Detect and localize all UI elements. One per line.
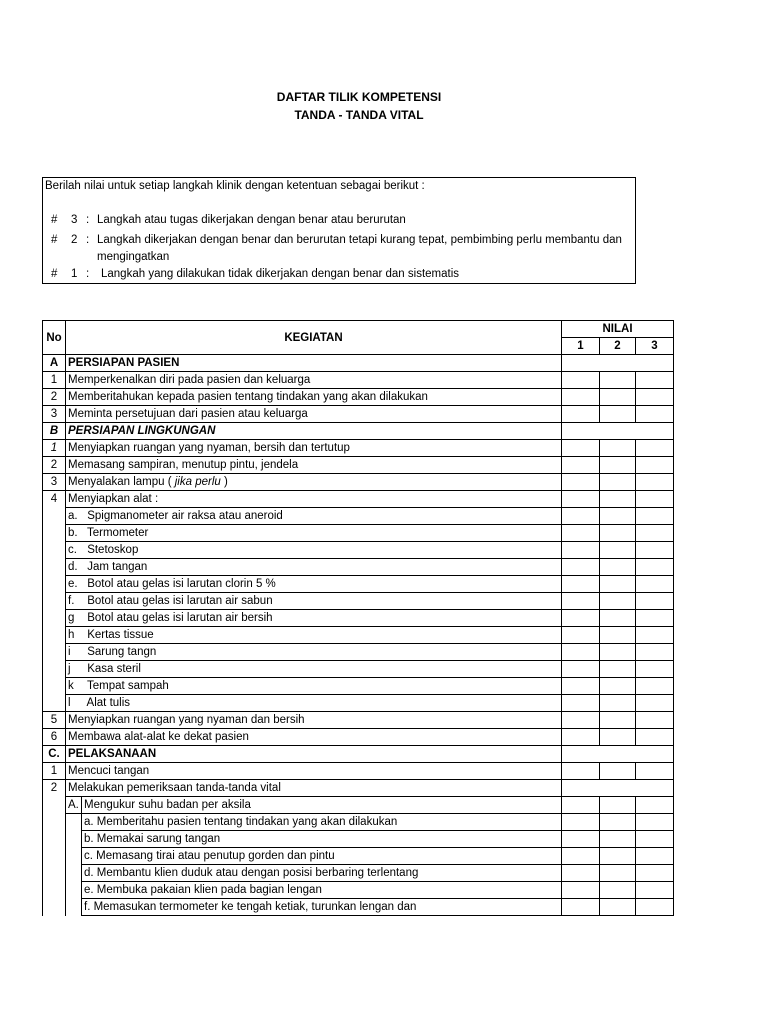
table-row [43, 814, 674, 831]
row-sub-label: f. [68, 595, 75, 607]
score-cell-3 [636, 372, 674, 389]
row-activity: Mencuci tangan [66, 763, 562, 780]
score-cell-1 [562, 406, 600, 423]
score-cell-2 [600, 695, 636, 712]
table-row [43, 865, 674, 882]
score-cell-1 [562, 865, 600, 882]
score-cell-3 [636, 644, 674, 661]
table-row [43, 474, 674, 491]
row-sub-label: e. [68, 578, 78, 590]
score-cell-3 [636, 627, 674, 644]
score-cell-1 [562, 372, 600, 389]
row-number: 1 [43, 372, 66, 389]
score-cell-2 [600, 389, 636, 406]
score-cell-3 [636, 406, 674, 423]
indent-cell: A. [66, 797, 82, 814]
score-cell-3 [636, 457, 674, 474]
row-number [43, 627, 66, 644]
row-activity: Menyalakan lampu ( jika perlu ) [66, 474, 562, 491]
table-row [43, 508, 674, 525]
table-row [43, 712, 674, 729]
score-cell-3 [636, 661, 674, 678]
score-cell-2 [600, 610, 636, 627]
score-cell-1 [562, 508, 600, 525]
score-cell-merged [562, 746, 674, 763]
row-number: 2 [43, 389, 66, 406]
row-number [43, 678, 66, 695]
table-row [43, 457, 674, 474]
score-cell-2 [600, 491, 636, 508]
row-activity: k Tempat sampah [66, 678, 562, 695]
score-cell-2 [600, 576, 636, 593]
score-cell-2 [600, 474, 636, 491]
score-cell-1 [562, 559, 600, 576]
row-number [43, 525, 66, 542]
score-cell-2 [600, 763, 636, 780]
row-italic-note: jika perlu [174, 476, 221, 488]
table-row [43, 406, 674, 423]
table-row [43, 729, 674, 746]
row-activity: b. Memakai sarung tangan [82, 831, 562, 848]
row-activity: Memperkenalkan diri pada pasien dan keluarga [66, 372, 562, 389]
legend-colon: : [86, 214, 90, 226]
row-number: 3 [43, 406, 66, 423]
table-row [43, 831, 674, 848]
table-row [43, 542, 674, 559]
legend-colon: : [86, 268, 90, 280]
indent-cell [66, 865, 82, 882]
score-cell-2 [600, 593, 636, 610]
legend-text: Langkah atau tugas dikerjakan dengan benar atau berurutan [97, 214, 406, 226]
score-cell-2 [600, 559, 636, 576]
row-number [43, 542, 66, 559]
row-number: 5 [43, 712, 66, 729]
row-number [43, 831, 66, 848]
row-activity: g Botol atau gelas isi larutan air bersih [66, 610, 562, 627]
score-cell-2 [600, 644, 636, 661]
row-sub-label: h [68, 629, 75, 641]
row-activity: h Kertas tissue [66, 627, 562, 644]
score-cell-2 [600, 508, 636, 525]
score-cell-3 [636, 729, 674, 746]
score-cell-3 [636, 865, 674, 882]
table-row [43, 780, 674, 797]
score-cell-3 [636, 763, 674, 780]
row-sub-label: k [68, 680, 74, 692]
score-cell-1 [562, 848, 600, 865]
score-cell-3 [636, 593, 674, 610]
legend-intro: Berilah nilai untuk setiap langkah klinik dengan ketentuan sebagai berikut : [45, 180, 425, 192]
row-sub-label: j [68, 663, 71, 675]
table-row [43, 559, 674, 576]
row-number [43, 865, 66, 882]
score-cell-2 [600, 797, 636, 814]
row-activity: PERSIAPAN LINGKUNGAN [66, 423, 562, 440]
score-cell-2 [600, 457, 636, 474]
row-activity: l Alat tulis [66, 695, 562, 712]
score-cell-1 [562, 763, 600, 780]
score-cell-3 [636, 610, 674, 627]
row-number [43, 593, 66, 610]
row-number [43, 661, 66, 678]
row-activity: Meminta persetujuan dari pasien atau keluarga [66, 406, 562, 423]
row-activity: Memasang sampiran, menutup pintu, jendela [66, 457, 562, 474]
row-activity: i Sarung tangn [66, 644, 562, 661]
score-cell-3 [636, 525, 674, 542]
score-cell-merged [562, 423, 674, 440]
row-number [43, 814, 66, 831]
score-cell-3 [636, 508, 674, 525]
row-activity: PERSIAPAN PASIEN [66, 355, 562, 372]
row-sub-label: c. [68, 544, 77, 556]
row-number: 3 [43, 474, 66, 491]
score-cell-3 [636, 695, 674, 712]
row-activity: c. Memasang tirai atau penutup gorden dan pintu [82, 848, 562, 865]
table-row [43, 491, 674, 508]
score-cell-3 [636, 899, 674, 916]
row-number: 4 [43, 491, 66, 508]
score-cell-3 [636, 797, 674, 814]
row-activity: j Kasa steril [66, 661, 562, 678]
score-cell-3 [636, 678, 674, 695]
row-sub-label: b. [68, 527, 78, 539]
score-cell-3 [636, 542, 674, 559]
score-cell-2 [600, 899, 636, 916]
score-cell-3 [636, 440, 674, 457]
score-cell-2 [600, 627, 636, 644]
score-cell-1 [562, 695, 600, 712]
score-cell-2 [600, 678, 636, 695]
score-cell-1 [562, 831, 600, 848]
row-number [43, 695, 66, 712]
row-activity: Menyiapkan alat : [66, 491, 562, 508]
row-sub-label: g [68, 612, 75, 624]
row-activity: Memberitahukan kepada pasien tentang tindakan yang akan dilakukan [66, 389, 562, 406]
score-cell-2 [600, 661, 636, 678]
table-row [43, 440, 674, 457]
score-cell-3 [636, 848, 674, 865]
score-cell-1 [562, 542, 600, 559]
score-cell-2 [600, 831, 636, 848]
legend-text: Langkah dikerjakan dengan benar dan berurutan tetapi kurang tepat, pembimbing perlu membantu dan mengingatkan [97, 234, 622, 263]
score-cell-3 [636, 576, 674, 593]
score-cell-1 [562, 610, 600, 627]
score-cell-3 [636, 814, 674, 831]
checklist-table [42, 320, 674, 916]
table-row [43, 610, 674, 627]
score-cell-1 [562, 627, 600, 644]
header-score-1: 1 [562, 338, 600, 355]
row-sub-label: i [68, 646, 71, 658]
score-cell-1 [562, 712, 600, 729]
score-cell-2 [600, 848, 636, 865]
row-activity: e. Botol atau gelas isi larutan clorin 5 % [66, 576, 562, 593]
row-activity: Membawa alat-alat ke dekat pasien [66, 729, 562, 746]
score-cell-1 [562, 797, 600, 814]
table-row [43, 389, 674, 406]
header-no: No [43, 321, 66, 355]
indent-cell [66, 831, 82, 848]
table-row [43, 423, 674, 440]
row-activity: b. Termometer [66, 525, 562, 542]
legend-score: 2 [71, 234, 78, 246]
row-activity: c. Stetoskop [66, 542, 562, 559]
header-score-3: 3 [636, 338, 674, 355]
row-number [43, 508, 66, 525]
score-cell-2 [600, 542, 636, 559]
row-activity: f. Botol atau gelas isi larutan air sabun [66, 593, 562, 610]
table-row [43, 644, 674, 661]
score-cell-2 [600, 712, 636, 729]
row-number [43, 559, 66, 576]
score-cell-3 [636, 491, 674, 508]
table-row [43, 576, 674, 593]
score-cell-1 [562, 491, 600, 508]
row-number: 1 [43, 763, 66, 780]
score-cell-3 [636, 559, 674, 576]
indent-cell [66, 848, 82, 865]
score-cell-1 [562, 440, 600, 457]
row-activity: Menyiapkan ruangan yang nyaman dan bersih [66, 712, 562, 729]
legend-text: Langkah yang dilakukan tidak dikerjakan dengan benar dan sistematis [101, 268, 460, 280]
score-cell-2 [600, 814, 636, 831]
header-nilai: NILAI [562, 321, 674, 338]
row-number: 2 [43, 780, 66, 797]
row-number: 2 [43, 457, 66, 474]
table-row [43, 763, 674, 780]
legend-hash: # [51, 214, 58, 226]
row-number [43, 848, 66, 865]
row-number: C. [43, 746, 66, 763]
row-number: 1 [43, 440, 66, 457]
scoring-legend [42, 177, 636, 284]
row-sub-label: l [68, 697, 71, 709]
indent-cell [66, 899, 82, 916]
row-number: 6 [43, 729, 66, 746]
table-row [43, 661, 674, 678]
score-cell-2 [600, 729, 636, 746]
row-number [43, 899, 66, 916]
row-activity: d. Jam tangan [66, 559, 562, 576]
legend-score: 3 [71, 214, 78, 226]
legend-colon: : [86, 234, 90, 246]
legend-score: 1 [71, 268, 78, 280]
table-row [43, 695, 674, 712]
score-cell-2 [600, 372, 636, 389]
score-cell-1 [562, 882, 600, 899]
score-cell-1 [562, 678, 600, 695]
row-activity: a. Memberitahu pasien tentang tindakan yang akan dilakukan [82, 814, 562, 831]
table-row [43, 746, 674, 763]
header-kegiatan: KEGIATAN [66, 321, 562, 355]
row-number [43, 610, 66, 627]
legend-hash: # [51, 234, 58, 246]
table-row [43, 848, 674, 865]
score-cell-2 [600, 406, 636, 423]
indent-cell [66, 814, 82, 831]
row-activity: Menyiapkan ruangan yang nyaman, bersih dan tertutup [66, 440, 562, 457]
score-cell-3 [636, 712, 674, 729]
row-number [43, 576, 66, 593]
table-row [43, 882, 674, 899]
legend-hash: # [51, 268, 58, 280]
score-cell-3 [636, 474, 674, 491]
score-cell-3 [636, 389, 674, 406]
row-number: B [43, 423, 66, 440]
row-number: A [43, 355, 66, 372]
score-cell-2 [600, 525, 636, 542]
table-row [43, 372, 674, 389]
table-row [43, 678, 674, 695]
score-cell-1 [562, 525, 600, 542]
row-sub-label: d. [68, 561, 78, 573]
row-activity: Melakukan pemeriksaan tanda-tanda vital [66, 780, 562, 797]
row-activity: PELAKSANAAN [66, 746, 562, 763]
score-cell-1 [562, 814, 600, 831]
row-activity: Mengukur suhu badan per aksila [82, 797, 562, 814]
score-cell-2 [600, 865, 636, 882]
score-cell-1 [562, 729, 600, 746]
score-cell-3 [636, 831, 674, 848]
document-subtitle: TANDA - TANDA VITAL [294, 108, 424, 122]
score-cell-merged [562, 355, 674, 372]
row-activity: e. Membuka pakaian klien pada bagian lengan [82, 882, 562, 899]
table-row [43, 593, 674, 610]
row-sub-label: a. [68, 510, 78, 522]
table-row [43, 899, 674, 916]
row-number [43, 797, 66, 814]
table-row [43, 355, 674, 372]
header-score-2: 2 [600, 338, 636, 355]
score-cell-3 [636, 882, 674, 899]
score-cell-1 [562, 899, 600, 916]
score-cell-1 [562, 457, 600, 474]
row-number [43, 644, 66, 661]
table-row [43, 797, 674, 814]
score-cell-1 [562, 576, 600, 593]
checklist-rows [43, 355, 674, 916]
score-cell-2 [600, 440, 636, 457]
score-cell-1 [562, 389, 600, 406]
row-activity: d. Membantu klien duduk atau dengan posisi berbaring terlentang [82, 865, 562, 882]
row-activity: a. Spigmanometer air raksa atau aneroid [66, 508, 562, 525]
row-number [43, 882, 66, 899]
table-row [43, 627, 674, 644]
score-cell-1 [562, 644, 600, 661]
indent-cell [66, 882, 82, 899]
score-cell-1 [562, 661, 600, 678]
row-activity: f. Memasukan termometer ke tengah ketiak, turunkan lengan dan [82, 899, 562, 916]
score-cell-2 [600, 882, 636, 899]
score-cell-1 [562, 593, 600, 610]
table-row [43, 525, 674, 542]
document-title: DAFTAR TILIK KOMPETENSI [276, 90, 442, 104]
score-cell-1 [562, 474, 600, 491]
score-cell-merged [562, 780, 674, 797]
